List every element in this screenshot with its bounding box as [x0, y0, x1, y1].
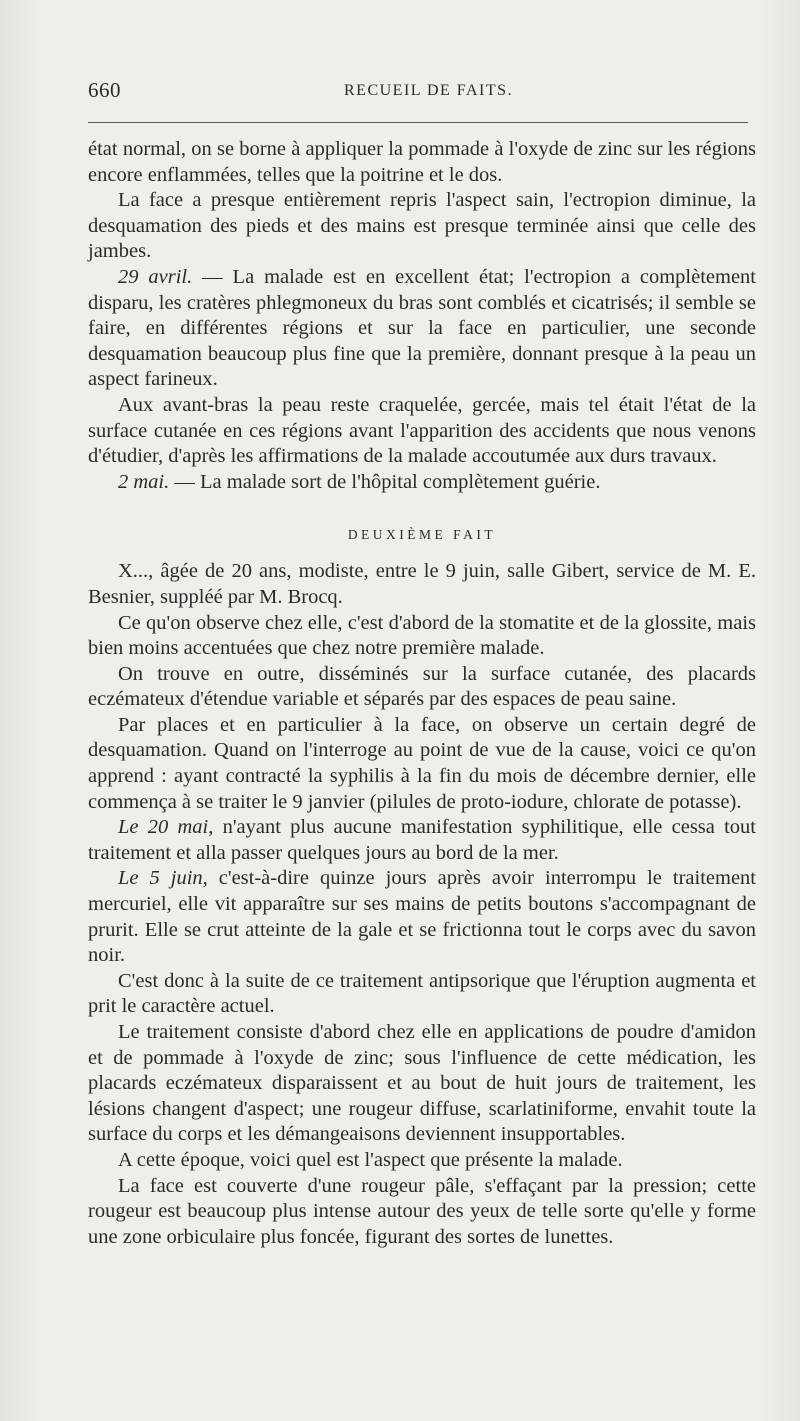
paragraph: A cette époque, voici quel est l'aspect que présente la malade.: [118, 1148, 623, 1171]
body-text: [88, 137, 756, 1250]
header-rule: [88, 122, 748, 123]
paragraph-text: — La malade est en excellent état; l'ectropion a complètement disparu, les cratères phlegmoneux du bras sont comblés et cicatrisés; il semble se faire, en différentes régions et sur la face en particulier, une seconde desquamation beaucoup plus fine que la première, donnant presque à la peau un aspect farineux.: [88, 265, 756, 391]
paragraph: La face est couverte d'une rougeur pâle, s'effaçant par la pression; cette rougeur est beaucoup plus intense autour des yeux de telle sorte qu'elle y forme une zone orbiculaire plus foncée, figurant des sortes de lunettes.: [88, 1174, 756, 1248]
paragraph: La face a presque entièrement repris l'aspect sain, l'ectropion diminue, la desquamation des pieds et des mains est presque terminée ainsi que celle des jambes.: [88, 189, 756, 263]
paragraph: X..., âgée de 20 ans, modiste, entre le 9 juin, salle Gibert, service de M. E. Besnier, suppléé par M. Brocq.: [88, 560, 756, 608]
paragraph-text: — La malade sort de l'hôpital complètement guérie.: [169, 470, 601, 493]
paragraph: [88, 470, 756, 496]
page-header: [88, 78, 748, 108]
date-label: 29 avril.: [118, 265, 193, 288]
paragraph: Aux avant-bras la peau reste craquelée, gercée, mais tel était l'état de la surface cutanée en ces régions avant l'apparition des accidents que nous venons d'étudier, d'après les affirmations de la malade accoutumée aux durs travaux.: [88, 393, 756, 468]
paragraph: C'est donc à la suite de ce traitement antipsorique que l'éruption augmenta et prit le caractère actuel.: [88, 969, 756, 1018]
paragraph: Ce qu'on observe chez elle, c'est d'abord de la stomatite et de la glossite, mais bien moins accentuées que chez notre première malade.: [88, 611, 756, 660]
paragraph: Le traitement consiste d'abord chez elle en applications de poudre d'amidon et de pommade à l'oxyde de zinc; sous l'influence de cette médication, les placards eczémateux disparaissent et au bout de huit jours de traitement, les lésions changent d'aspect; une rougeur diffuse, scarlatiniforme, envahit toute la surface du corps et les démangeaisons deviennent insupportables.: [88, 1021, 756, 1146]
date-label: Le 20 mai,: [118, 816, 214, 839]
paragraph: état normal, on se borne à appliquer la pommade à l'oxyde de zinc sur les régions encore enflammées, telles que la poitrine et le dos.: [88, 138, 756, 186]
page-number: 660: [88, 78, 121, 102]
paragraph: Par places et en particulier à la face, on observe un certain degré de desquamation. Quand on l'interroge au point de vue de la cause, voici ce qu'on apprend : ayant contracté la syphilis à la fin du mois de décembre dernier, elle commença à se traiter le 9 janvier (pilules de proto-iodure, chlorate de potasse).: [88, 713, 756, 813]
paragraph: On trouve en outre, disséminés sur la surface cutanée, des placards eczémateux d'étendue variable et séparés par des espaces de peau saine.: [88, 662, 756, 711]
paragraph-text: n'ayant plus aucune manifestation syphilitique, elle cessa tout traitement et alla passer quelques jours au bord de la mer.: [88, 816, 756, 864]
date-label: 2 mai.: [118, 470, 170, 493]
paragraph: [88, 815, 756, 866]
paragraph: [88, 866, 756, 968]
paragraph-text: c'est-à-dire quinze jours après avoir interrompu le traitement mercuriel, elle vit apparaître sur ses mains de petits boutons s'accompagnant de prurit. Elle se crut atteinte de la gale et se frictionna tout le corps avec du savon noir.: [88, 867, 756, 967]
running-head: RECUEIL DE FAITS.: [344, 82, 514, 99]
paragraph: [88, 265, 756, 393]
date-label: Le 5 juin,: [118, 867, 208, 890]
section-heading: DEUXIÈME FAIT: [347, 527, 497, 543]
